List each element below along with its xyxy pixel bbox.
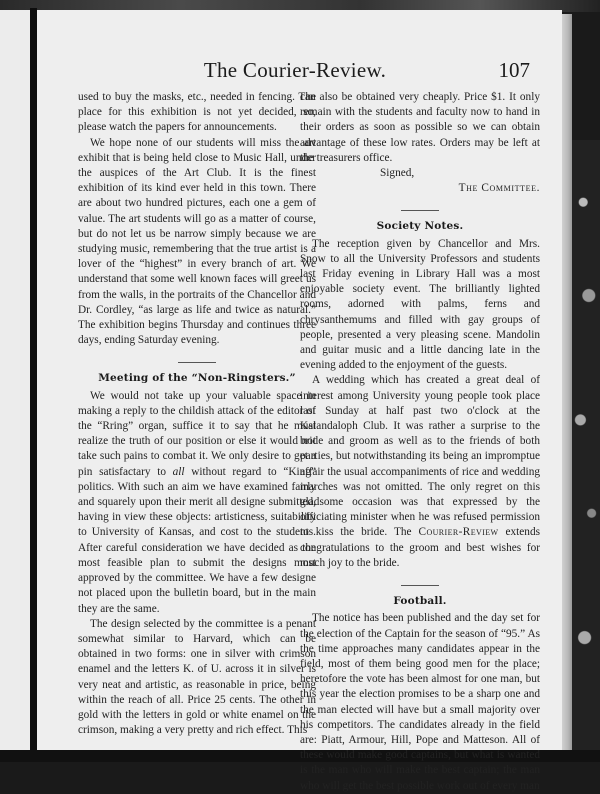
section-heading-society-notes: Society Notes.	[376, 220, 464, 233]
book-gutter	[30, 8, 37, 754]
paragraph: We hope none of our students will miss the art exhibit that is being held close to Music Hall, under the auspices of the Art Club. It is the finest exhibition of its kind ever held in this town. There are about two hundred pictures, each one a gem of value. The art students will go as a matter of course, but do not let us be narrow simply because we are studying music, remembering that the true artist is a lover of the “highest” in every branch of art. We understand that some well known faces will greet us from the walls, in the portraits of the Chancellor and Dr. Cordley, “as large as life and twice as natural.” The exhibition begins Thursday and continues three days, ending Saturday evening.	[78, 136, 316, 347]
paragraph: can also be obtained very cheaply. Price $1. It only remain with the students and faculty now to hand in their orders as soon as possible so we can obtain advantage of these low rates. Orders may be left at the treasurers office.	[300, 91, 540, 164]
signature-name: The Committee.	[458, 182, 540, 195]
paragraph: The notice has been published and the day set for the election of the Captain for the season of “95.” As the time approaches many candidates appear in the field, most of them being good men for the place; heretofore the vote has been almost for one man, but this year the election promises to be a sharp one and the man elected will have but a small majority over his competitors. The candidates already in the field are: Piatt, Armour, Hill, Pope and Matteson. All of these would make good captains, but what is wanted is the man who will make the best captain; the man who will get the best possible work out of every man	[300, 612, 540, 792]
section-divider	[178, 362, 216, 363]
paragraph: A wedding which has created a great deal of interest among University young people took place last Sunday at half past two o'clock at the Kalandaloph Club. It was rather a surprise to the bride and groom as well as to the friends of both parties, but notwithstanding its being an impromptue affair the usual accompaniments of rice and wedding marches was not omitted. The only regret on this gladsome occasion was that expressed by the officiating minister when he was refused permission to kiss the bride. The Courier-Review extends congratulations to the groom and best wishes for much joy to the bride.	[300, 374, 540, 569]
section-divider	[401, 210, 439, 211]
journal-title: The Courier-Review.	[203, 58, 387, 82]
paragraph: The design selected by the committee is a penant somewhat similar to Harvard, which can be obtained in two forms: one in silver with crimson enamel and the letters K. of U. across it in silver is very neat and artistic, as reasonable in price, being within the reach of all. Price 25 cents. The other in gold with the letters in gold or white enamel on the crimson, making a very pretty and rich effect. This	[78, 617, 316, 737]
page-number: 107	[498, 58, 530, 82]
running-header	[70, 58, 530, 88]
paragraph: The reception given by Chancellor and Mrs. Snow to all the University Professors and students last Friday evening in Library Hall was a most enjoyable society event. The brilliantly lighted rooms, adorned with palms, ferns and chrysanthemums and filled with gay groups of people, presented a very pleasing scene. Mandolin and guitar music and a little dancing late in the evening added to the enjoyment of the guests.	[300, 237, 540, 372]
section-divider	[401, 585, 439, 586]
paragraph: used to buy the masks, etc., needed in fencing. The place for this exhibition is not yet decided, so, please watch the papers for announcements.	[78, 91, 316, 134]
facing-page	[0, 10, 30, 750]
right-column	[300, 90, 540, 794]
marbled-endpaper	[572, 140, 600, 762]
section-heading-football: Football.	[393, 595, 447, 608]
section-heading-non-ringsters: Meeting of the “Non-Ringsters.”	[98, 372, 296, 385]
paragraph: We would not take up your valuable space in making a reply to the childish attack of the editor of the “Rring” organ, suffice it to say that he must realize the truth of our position or else it would not take such pains to combat it. We only desire to get a pin satisfactary to all without regard to “King” politics. With such an aim we have examined fairly and squarely upon their merit all designe submitted, having in view these objects: artisticness, suitability to University of Kansas, and cost to the students. After careful consideration we have decided as the most feasible plan to submit the designs most approved by the committee. We have a few designe not placed upon the bulletin board, but in the main they are the same.	[78, 389, 316, 615]
signature-line: Signed,	[380, 167, 415, 180]
emphasis: all	[172, 465, 185, 478]
page-stack-edge	[562, 14, 572, 754]
publication-name: Courier-Review	[418, 526, 499, 539]
left-column	[78, 90, 316, 738]
